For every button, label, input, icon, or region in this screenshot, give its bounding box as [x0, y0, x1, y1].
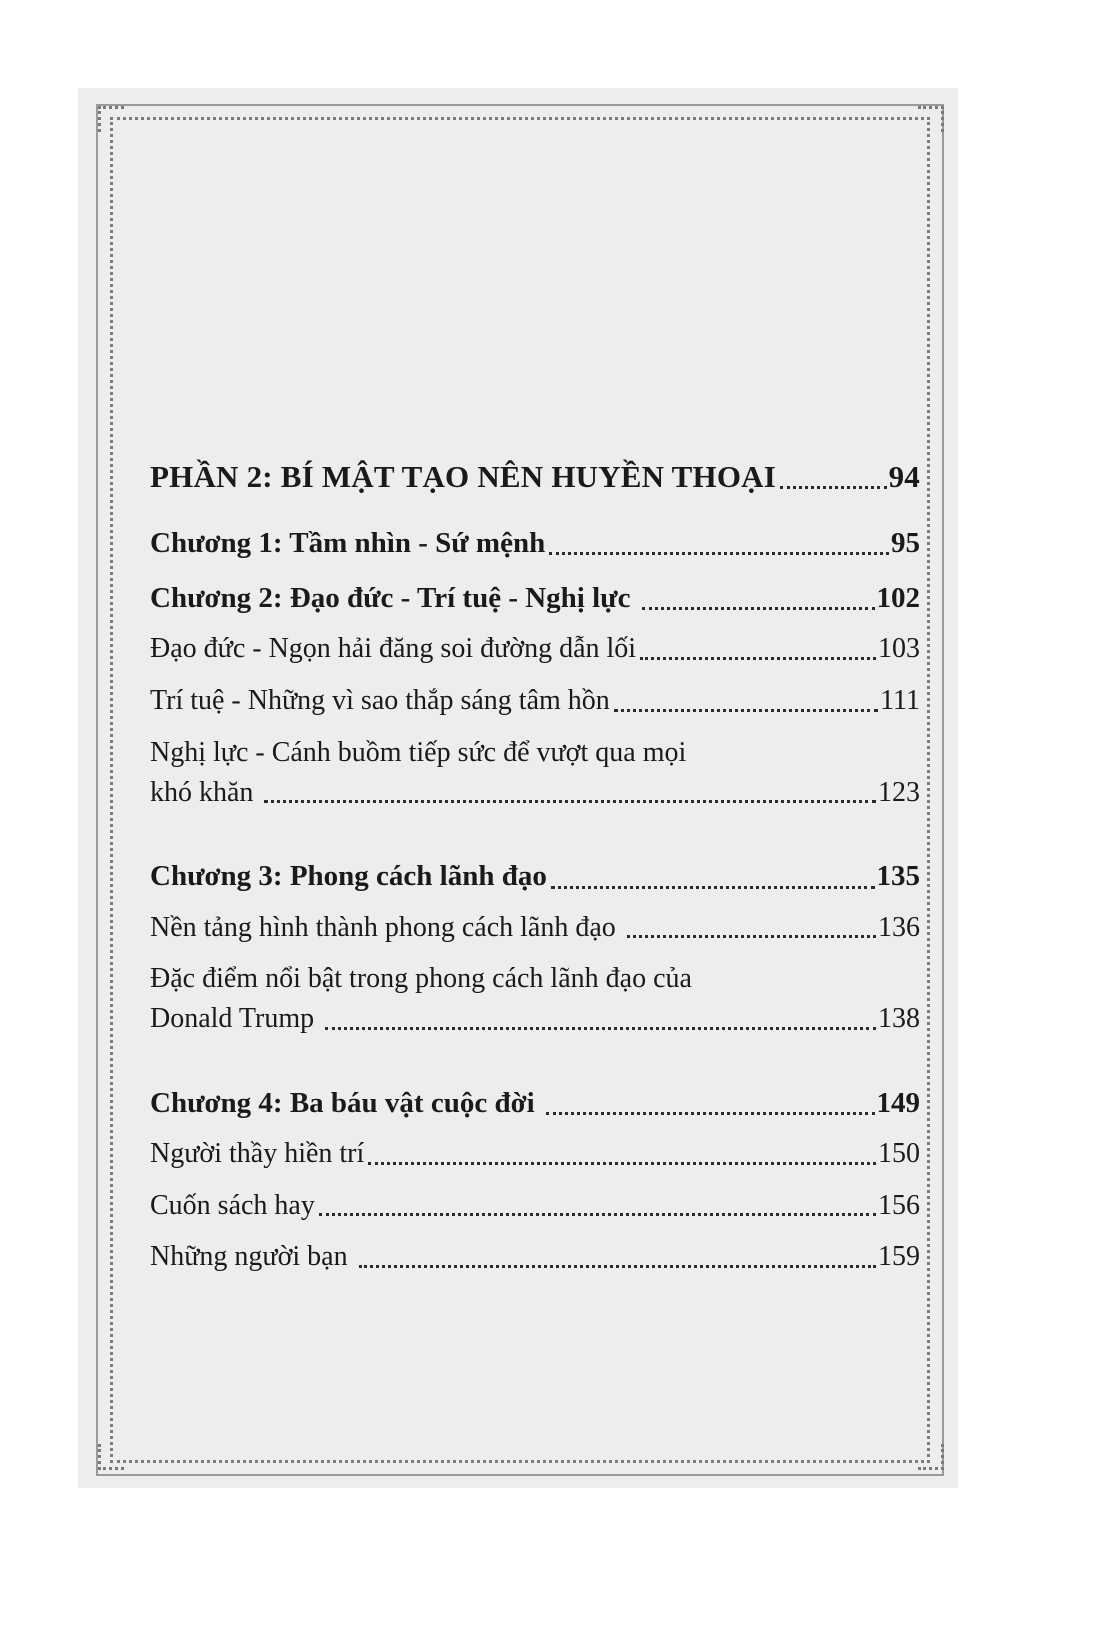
toc-leader-dots — [359, 1264, 876, 1268]
toc-entry-part[interactable] — [150, 455, 920, 499]
corner-ornament-bottom-right — [918, 1444, 944, 1470]
table-of-contents — [150, 455, 920, 1289]
toc-leader-dots — [368, 1161, 876, 1165]
toc-entry-section[interactable] — [150, 1186, 920, 1226]
toc-entry-title: Trí tuệ - Những vì sao thắp sáng tâm hồn — [150, 685, 610, 717]
toc-leader-dots — [780, 485, 887, 489]
toc-entry-section[interactable] — [150, 959, 920, 1039]
toc-entry-page: 95 — [891, 527, 920, 560]
toc-entry-title: Những người bạn — [150, 1241, 355, 1273]
toc-entry-page: 123 — [878, 776, 920, 808]
toc-entry-title-line1: Nghị lực - Cánh buồm tiếp sức để vượt qua mọi — [150, 736, 687, 768]
section-spacer — [150, 1051, 920, 1069]
toc-entry-section[interactable] — [150, 681, 920, 721]
toc-leader-dots — [319, 1212, 876, 1216]
toc-entry-title: PHẦN 2: BÍ MẬT TẠO NÊN HUYỀN THOẠI — [150, 459, 777, 494]
corner-ornament-top-left — [98, 106, 124, 132]
toc-entry-chapter[interactable] — [150, 578, 920, 619]
toc-entry-title: Chương 3: Phong cách lãnh đạo — [150, 860, 547, 893]
toc-entry-title: Chương 2: Đạo đức - Trí tuệ - Nghị lực — [150, 582, 638, 615]
toc-entry-section[interactable] — [150, 1237, 920, 1277]
corner-ornament-top-right — [918, 106, 944, 132]
toc-entry-page: 102 — [876, 582, 920, 615]
toc-leader-dots — [640, 656, 876, 660]
toc-entry-chapter[interactable] — [150, 523, 920, 564]
toc-entry-page: 150 — [878, 1137, 920, 1169]
toc-entry-section[interactable] — [150, 733, 920, 813]
toc-entry-title-line2: Donald Trump — [150, 1003, 322, 1035]
toc-entry-section[interactable] — [150, 908, 920, 948]
toc-entry-title: Chương 1: Tầm nhìn - Sứ mệnh — [150, 527, 546, 560]
toc-leader-dots — [549, 551, 889, 555]
toc-entry-page: 135 — [876, 860, 920, 893]
toc-entry-title: Chương 4: Ba báu vật cuộc đời — [150, 1086, 542, 1119]
toc-entry-page: 156 — [878, 1189, 920, 1221]
toc-leader-dots — [546, 1111, 875, 1115]
toc-leader-dots — [551, 885, 875, 889]
toc-entry-title: Người thầy hiền trí — [150, 1137, 365, 1169]
toc-entry-page: 94 — [888, 459, 920, 494]
toc-entry-title: Cuốn sách hay — [150, 1189, 315, 1221]
toc-entry-continuation — [150, 773, 920, 813]
toc-leader-dots — [614, 708, 878, 712]
toc-entry-chapter[interactable] — [150, 856, 920, 897]
toc-entry-chapter[interactable] — [150, 1083, 920, 1124]
corner-ornament-bottom-left — [98, 1444, 124, 1470]
toc-entry-page: 138 — [878, 1003, 920, 1035]
toc-entry-title-line2: khó khăn — [150, 776, 261, 808]
toc-entry-page: 111 — [880, 685, 920, 717]
section-spacer — [150, 824, 920, 842]
toc-leader-dots — [642, 606, 875, 610]
toc-entry-continuation — [150, 999, 920, 1039]
toc-entry-title: Nền tảng hình thành phong cách lãnh đạo — [150, 911, 623, 943]
toc-entry-page: 149 — [876, 1086, 920, 1119]
toc-entry-section[interactable] — [150, 629, 920, 669]
toc-entry-title-line1: Đặc điểm nổi bật trong phong cách lãnh đạo của — [150, 963, 692, 995]
toc-leader-dots — [325, 1026, 876, 1030]
toc-leader-dots — [627, 934, 876, 938]
toc-leader-dots — [264, 799, 876, 803]
toc-entry-title: Đạo đức - Ngọn hải đăng soi đường dẫn lối — [150, 633, 637, 665]
toc-entry-page: 159 — [878, 1241, 920, 1273]
toc-entry-section[interactable] — [150, 1134, 920, 1174]
toc-entry-page: 136 — [878, 911, 920, 943]
toc-entry-page: 103 — [878, 633, 920, 665]
